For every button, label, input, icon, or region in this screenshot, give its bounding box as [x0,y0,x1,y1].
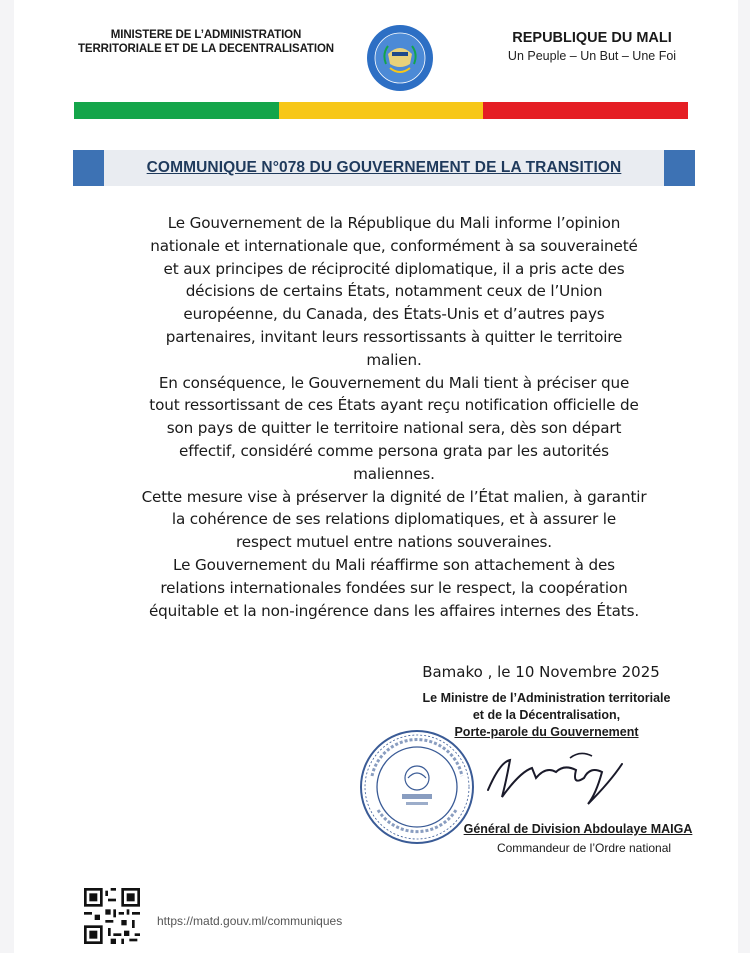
republic-name: REPUBLIQUE DU MALI [512,30,672,46]
qr-code-icon[interactable] [84,888,140,944]
body-line: relations internationales fondées sur le respect, la coopération [160,578,628,597]
handwritten-signature [480,742,630,812]
body-line: décisions de certains États, notamment ceux de l’Union [185,282,603,301]
body-line: effectif, considéré comme persona grata par les autorités [179,441,609,460]
body-line: malien. [366,350,422,369]
communique-title: COMMUNIQUE N°078 DU GOUVERNEMENT DE LA TRANSITION [146,159,622,176]
ministry-line-2: TERRITORIALE ET DE LA DECENTRALISATION [77,43,335,55]
flag-color-bar [74,102,688,119]
body-line: Le Gouvernement de la République du Mali informe l’opinion [167,214,621,232]
signatory-line-3: Porte-parole du Gouvernement [454,725,639,739]
body-line: maliennes. [353,464,435,483]
signatory-line-1: Le Ministre de l’Administration territoriale [422,691,671,705]
ministry-line-1: MINISTERE DE L’ADMINISTRATION [110,29,302,41]
ministry-name [76,28,336,56]
ministry-emblem-icon [366,24,434,92]
body-line: et aux principes de réciprocité diplomatique, il a pris acte des [163,259,625,278]
body-line: européenne, du Canada, des États-Unis et d’autres pays [183,305,605,324]
body-line: tout ressortissant de ces États ayant reçu notification officielle de [149,396,639,415]
date-line: Bamako , le 10 Novembre 2025 [422,663,660,681]
flag-yellow-stripe [279,102,484,119]
signatory-line-2: et de la Décentralisation, [472,708,621,722]
communique-page [14,0,738,953]
flag-green-stripe [74,102,279,119]
body-paragraph-3 [114,486,674,554]
body-line: Le Gouvernement du Mali réaffirme son attachement à des [173,555,615,574]
body-line: respect mutuel entre nations souveraines. [236,533,552,552]
body-line: partenaires, invitant leurs ressortissants à quitter le territoire [165,327,623,346]
body-paragraph-1 [114,212,674,372]
title-banner [73,150,695,186]
signatory-honor: Commandeur de l’Ordre national [496,841,672,855]
body-line: En conséquence, le Gouvernement du Mali tient à préciser que [158,373,630,392]
communique-url-link[interactable]: https://matd.gouv.ml/communiques [157,914,343,928]
body-paragraph-2 [114,372,674,486]
body-line: son pays de quitter le territoire national sera, dès son départ [166,419,622,438]
body-line: la cohérence de ses relations diplomatiques, et à assurer le [171,510,617,529]
body-line: équitable et la non-ingérence dans les affaires internes des États. [148,601,640,620]
republic-motto: Un Peuple – Un But – Une Foi [507,49,677,63]
republic-header [492,30,692,63]
body-paragraph-4 [114,554,674,622]
body-line: nationale et internationale que, conformément à sa souveraineté [150,236,638,255]
flag-red-stripe [483,102,688,119]
signatory-name: Général de Division Abdoulaye MAIGA [463,822,693,836]
communique-body [114,212,674,622]
body-line: Cette mesure vise à préserver la dignité de l’État malien, à garantir [141,487,647,506]
